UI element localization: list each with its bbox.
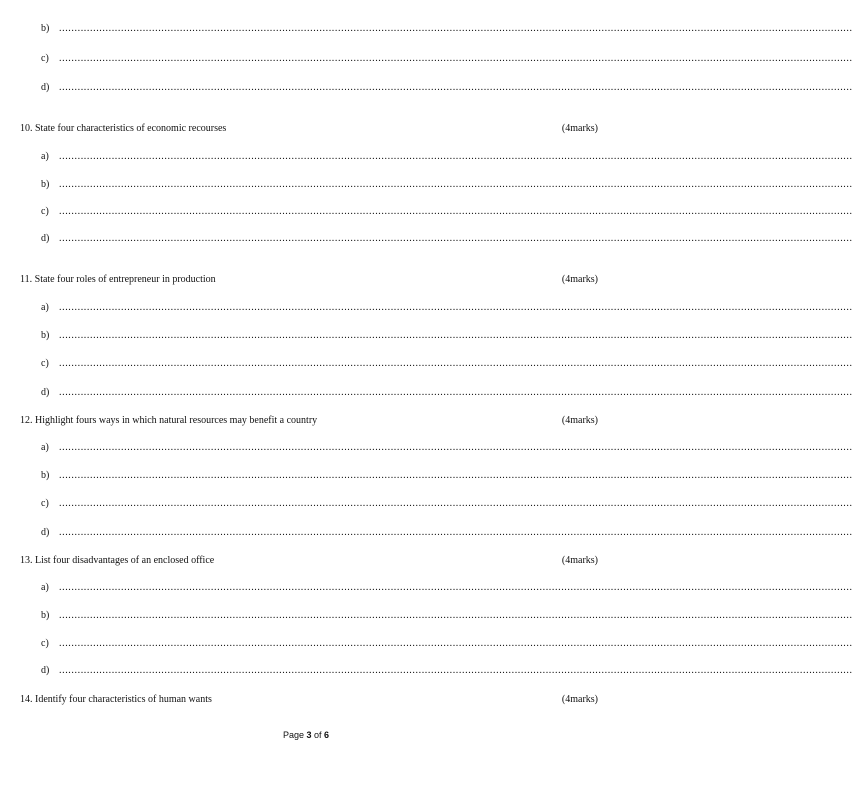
option-label: b) <box>41 23 50 34</box>
footer-current-page: 3 <box>306 730 312 740</box>
answer-line <box>0 526 853 540</box>
option-label: a) <box>41 302 49 313</box>
answer-dotted-line: ................................................................................................................................................................................................................................................................ <box>59 638 853 649</box>
option-label: a) <box>41 151 49 162</box>
option-label: d) <box>41 82 50 93</box>
option-label: a) <box>41 442 49 453</box>
option-label: c) <box>41 53 49 64</box>
question-13 <box>0 554 612 568</box>
answer-dotted-line: ................................................................................................................................................................................................................................................................ <box>59 387 853 398</box>
answer-dotted-line: ................................................................................................................................................................................................................................................................ <box>59 498 853 509</box>
answer-line <box>0 205 853 219</box>
answer-line <box>0 386 853 400</box>
answer-line <box>0 52 853 66</box>
answer-line <box>0 581 853 595</box>
answer-dotted-line: ................................................................................................................................................................................................................................................................ <box>59 330 853 341</box>
question-11 <box>0 273 612 287</box>
question-12 <box>0 414 612 428</box>
question-marks: (4marks) <box>561 694 598 705</box>
answer-line <box>0 150 853 164</box>
answer-dotted-line: ................................................................................................................................................................................................................................................................ <box>59 23 853 34</box>
question-text: 12. Highlight fours ways in which natural resources may benefit a country <box>20 415 318 426</box>
option-label: b) <box>41 179 50 190</box>
answer-line <box>0 664 853 678</box>
question-marks: (4marks) <box>561 555 598 566</box>
option-label: b) <box>41 610 50 621</box>
answer-line <box>0 609 853 623</box>
answer-dotted-line: ................................................................................................................................................................................................................................................................ <box>59 206 853 217</box>
answer-line <box>0 469 853 483</box>
answer-dotted-line: ................................................................................................................................................................................................................................................................ <box>59 358 853 369</box>
option-label: c) <box>41 358 49 369</box>
answer-line <box>0 357 853 371</box>
answer-dotted-line: ................................................................................................................................................................................................................................................................ <box>59 527 853 538</box>
answer-line <box>0 178 853 192</box>
question-text: 13. List four disadvantages of an enclosed office <box>20 555 215 566</box>
answer-dotted-line: ................................................................................................................................................................................................................................................................ <box>59 151 853 162</box>
answer-dotted-line: ................................................................................................................................................................................................................................................................ <box>59 582 853 593</box>
question-marks: (4marks) <box>561 123 598 134</box>
answer-line <box>0 22 853 36</box>
answer-dotted-line: ................................................................................................................................................................................................................................................................ <box>59 53 853 64</box>
option-label: d) <box>41 387 50 398</box>
answer-line <box>0 301 853 315</box>
answer-line <box>0 441 853 455</box>
option-label: c) <box>41 206 49 217</box>
answer-line <box>0 329 853 343</box>
answer-dotted-line: ................................................................................................................................................................................................................................................................ <box>59 442 853 453</box>
question-marks: (4marks) <box>561 274 598 285</box>
answer-line <box>0 497 853 511</box>
option-label: d) <box>41 665 50 676</box>
option-label: d) <box>41 233 50 244</box>
question-text: 14. Identify four characteristics of human wants <box>20 694 212 705</box>
option-label: d) <box>41 527 50 538</box>
footer-prefix: Page <box>282 730 304 740</box>
option-label: b) <box>41 330 50 341</box>
answer-dotted-line: ................................................................................................................................................................................................................................................................ <box>59 665 853 676</box>
footer-total-pages: 6 <box>324 730 330 740</box>
option-label: c) <box>41 498 49 509</box>
option-label: b) <box>41 470 50 481</box>
answer-line <box>0 232 853 246</box>
question-text: 11. State four roles of entrepreneur in production <box>20 274 216 285</box>
answer-dotted-line: ................................................................................................................................................................................................................................................................ <box>59 233 853 244</box>
question-marks: (4marks) <box>561 415 598 426</box>
question-text: 10. State four characteristics of economic recourses <box>20 123 227 134</box>
answer-dotted-line: ................................................................................................................................................................................................................................................................ <box>59 82 853 93</box>
option-label: c) <box>41 638 49 649</box>
answer-line <box>0 637 853 651</box>
question-10 <box>0 122 612 136</box>
footer-of: of <box>314 730 322 740</box>
answer-dotted-line: ................................................................................................................................................................................................................................................................ <box>59 302 853 313</box>
option-label: a) <box>41 582 49 593</box>
page-footer <box>0 730 612 740</box>
answer-dotted-line: ................................................................................................................................................................................................................................................................ <box>59 179 853 190</box>
answer-dotted-line: ................................................................................................................................................................................................................................................................ <box>59 610 853 621</box>
answer-line <box>0 81 853 95</box>
answer-dotted-line: ................................................................................................................................................................................................................................................................ <box>59 470 853 481</box>
question-14 <box>0 693 612 707</box>
